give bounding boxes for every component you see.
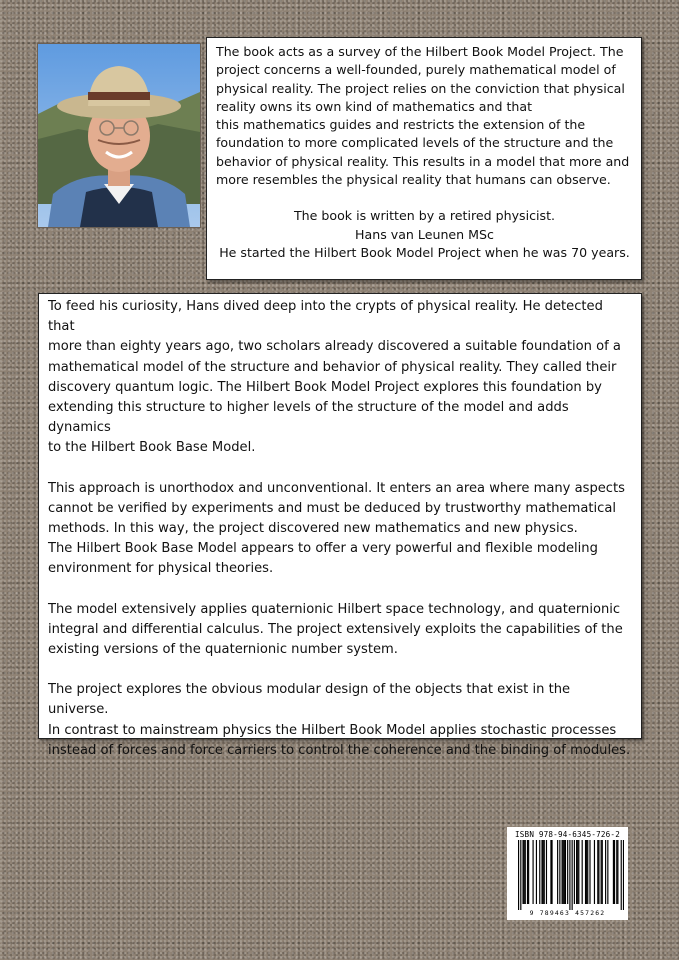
barcode-bar — [527, 840, 528, 904]
barcode-bar — [613, 840, 614, 904]
barcode-bar — [576, 840, 577, 904]
barcode-bar — [616, 840, 617, 904]
barcode-bar — [621, 840, 622, 910]
summary-box — [206, 37, 642, 280]
barcode-bar — [577, 840, 578, 904]
barcode-bar — [582, 840, 583, 904]
barcode-bar — [544, 840, 545, 904]
barcode-bar — [564, 840, 565, 904]
barcode-bar — [562, 840, 563, 904]
description-paragraph: The project explores the obvious modular design of the objects that exist in the universe. In contrast to mainstream physics the Hilbert Book Model applies stochastic processes instead of forces and force carriers to control the coherence and the binding of modules. — [48, 682, 631, 758]
barcode-bar — [536, 840, 537, 904]
barcode-bar — [565, 840, 566, 904]
barcode-bar — [623, 840, 624, 910]
barcode-bar — [557, 840, 558, 904]
barcode-digits: 9 789463 457262 — [529, 909, 606, 917]
barcode-bar — [602, 840, 603, 904]
description-paragraph: To feed his curiosity, Hans dived deep into the crypts of physical reality. He detected that more than eighty years ago, two scholars already discovered a suitable foundation of a mathematical model of the structure and behavior of physical reality. They called their discovery quantum logic. The Hilbert Book Model Project explores this foundation by extending this structure to higher levels of the structure of the model and adds dynamics to the Hilbert Book Base Model. — [48, 299, 621, 456]
barcode-bar — [546, 840, 547, 904]
author-photo — [37, 43, 201, 228]
barcode-bar — [550, 840, 551, 904]
author-name: Hans van Leunen MSc — [355, 226, 494, 242]
isbn-barcode — [507, 827, 628, 920]
barcode-bar — [567, 840, 568, 904]
barcode-bar — [586, 840, 587, 904]
barcode-bar — [525, 840, 526, 904]
barcode-bar — [569, 840, 570, 910]
barcode-bar — [572, 840, 573, 910]
barcode-bar — [597, 840, 598, 904]
barcode-bar — [607, 840, 608, 904]
barcode-bar — [605, 840, 606, 904]
description-paragraph: This approach is unorthodox and unconventional. It enters an area where many aspects cannot be verified by experiments and must be deduced by trustworthy mathematical methods. In this way, the project discovered new mathematics and new physics. The Hilbert Book Base Model appears to offer a very powerful and flexible modeling environment for physical theories. — [48, 480, 625, 577]
barcode-bar — [563, 840, 564, 904]
barcode-bar — [578, 840, 579, 904]
isbn-label: ISBN 978-94-6345-726-2 — [515, 830, 620, 839]
author-line: The book is written by a retired physicist. — [293, 208, 556, 224]
barcode-bar — [528, 840, 529, 904]
barcode-bar — [541, 840, 542, 904]
barcode-bars-icon — [511, 840, 624, 910]
description-paragraph: The model extensively applies quaternionic Hilbert space technology, and quaternionic integral and differential calculus. The project extensively exploits the capabilities of the existing versions of the quaternionic number system. — [48, 601, 623, 658]
barcode-bar — [594, 840, 595, 904]
barcode-bar — [589, 840, 590, 904]
barcode-bar — [524, 840, 525, 904]
barcode-bar — [574, 840, 575, 904]
barcode-bar — [543, 840, 544, 904]
summary-paragraph: The book acts as a survey of the Hilbert Book Model Project. The project concerns a well-founded, purely mathematical model of physical reality. The project relies on the conviction that physical reality owns its own kind of mathematics and that this mathematics guides and restricts the extension of the foundation to more complicated levels of the structure and the behavior of physical reality. This results in a model that more and more resembles the physical reality that humans can observe. — [216, 44, 630, 188]
barcode-bar — [518, 840, 519, 910]
barcode-bar — [601, 840, 602, 904]
author-portrait-icon — [38, 44, 200, 227]
barcode-bar — [539, 840, 540, 904]
barcode-bar — [522, 840, 523, 904]
barcode-bar — [533, 840, 534, 904]
barcode-bar — [551, 840, 552, 904]
barcode-bar — [520, 840, 521, 910]
barcode-bar — [598, 840, 599, 904]
barcode-bar — [559, 840, 560, 904]
barcode-bar — [587, 840, 588, 904]
barcode-bar — [614, 840, 615, 904]
description-box — [38, 293, 642, 758]
barcode-bar — [617, 840, 618, 904]
author-project-start: He started the Hilbert Book Model Project when he was 70 years. — [219, 244, 630, 260]
barcode-bar — [585, 840, 586, 904]
